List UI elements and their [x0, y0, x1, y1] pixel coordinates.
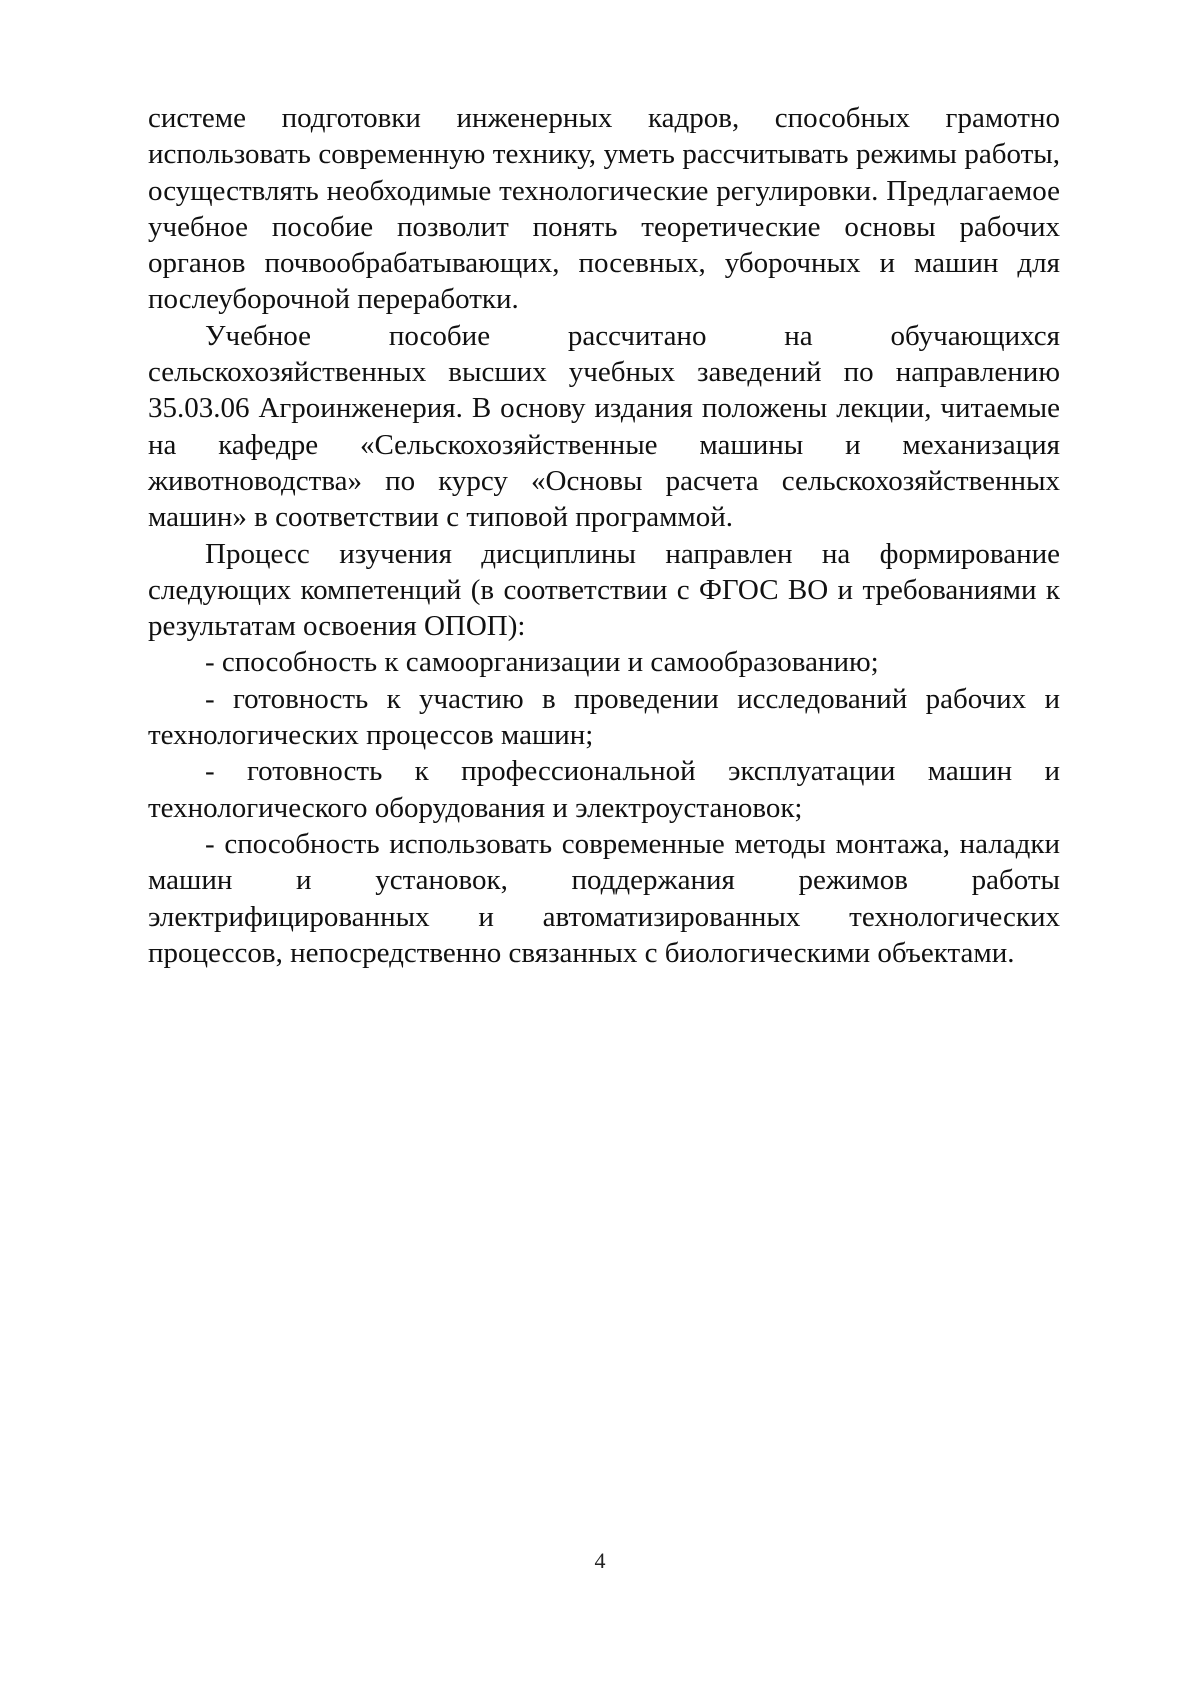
body-text: [148, 100, 1060, 971]
paragraph-audience: Учебное пособие рассчитано на обучающихся сельскохозяйственных высших учебных заведений по направлению 35.03.06 Агроинженерия. В основу издания положены лекции, читаемые на кафедре «Сельскохозяйственные машины и механизация животноводства» по курсу «Основы расчета сельскохозяйственных машин» в соответствии с типовой программой.: [148, 319, 1060, 534]
paragraph-continuation: системе подготовки инженерных кадров, способных грамотно использовать современную технику, уметь рассчитывать режимы работы, осуществлять необходимые технологические регулировки. Предлагаемое учебное пособие позволит понять теоретические основы рабочих органов почвообрабатывающих, посевных, уборочных и машин для послеуборочной переработки.: [148, 102, 1060, 316]
list-item-operation-readiness: - готовность к профессиональной эксплуатации машин и технологического оборудования и электроустановок;: [148, 755, 1060, 824]
page-number: 4: [594, 1548, 606, 1573]
list-item-research-readiness: - готовность к участию в проведении исследований рабочих и технологических процессов машин;: [148, 682, 1060, 752]
paragraph-competencies-intro: Процесс изучения дисциплины направлен на формирование следующих компетенций (в соответствии с ФГОС ВО и требованиями к результатам освоения ОПОП):: [148, 537, 1060, 643]
list-item-self-organization: - способность к самоорганизации и самообразованию;: [205, 646, 879, 679]
list-item-installation-ability: - способность использовать современные методы монтажа, наладки машин и установок, поддержания режимов работы электрифицированных и автоматизированных технологических процессов, непосредственно связанных с биологическими объектами.: [148, 827, 1060, 969]
